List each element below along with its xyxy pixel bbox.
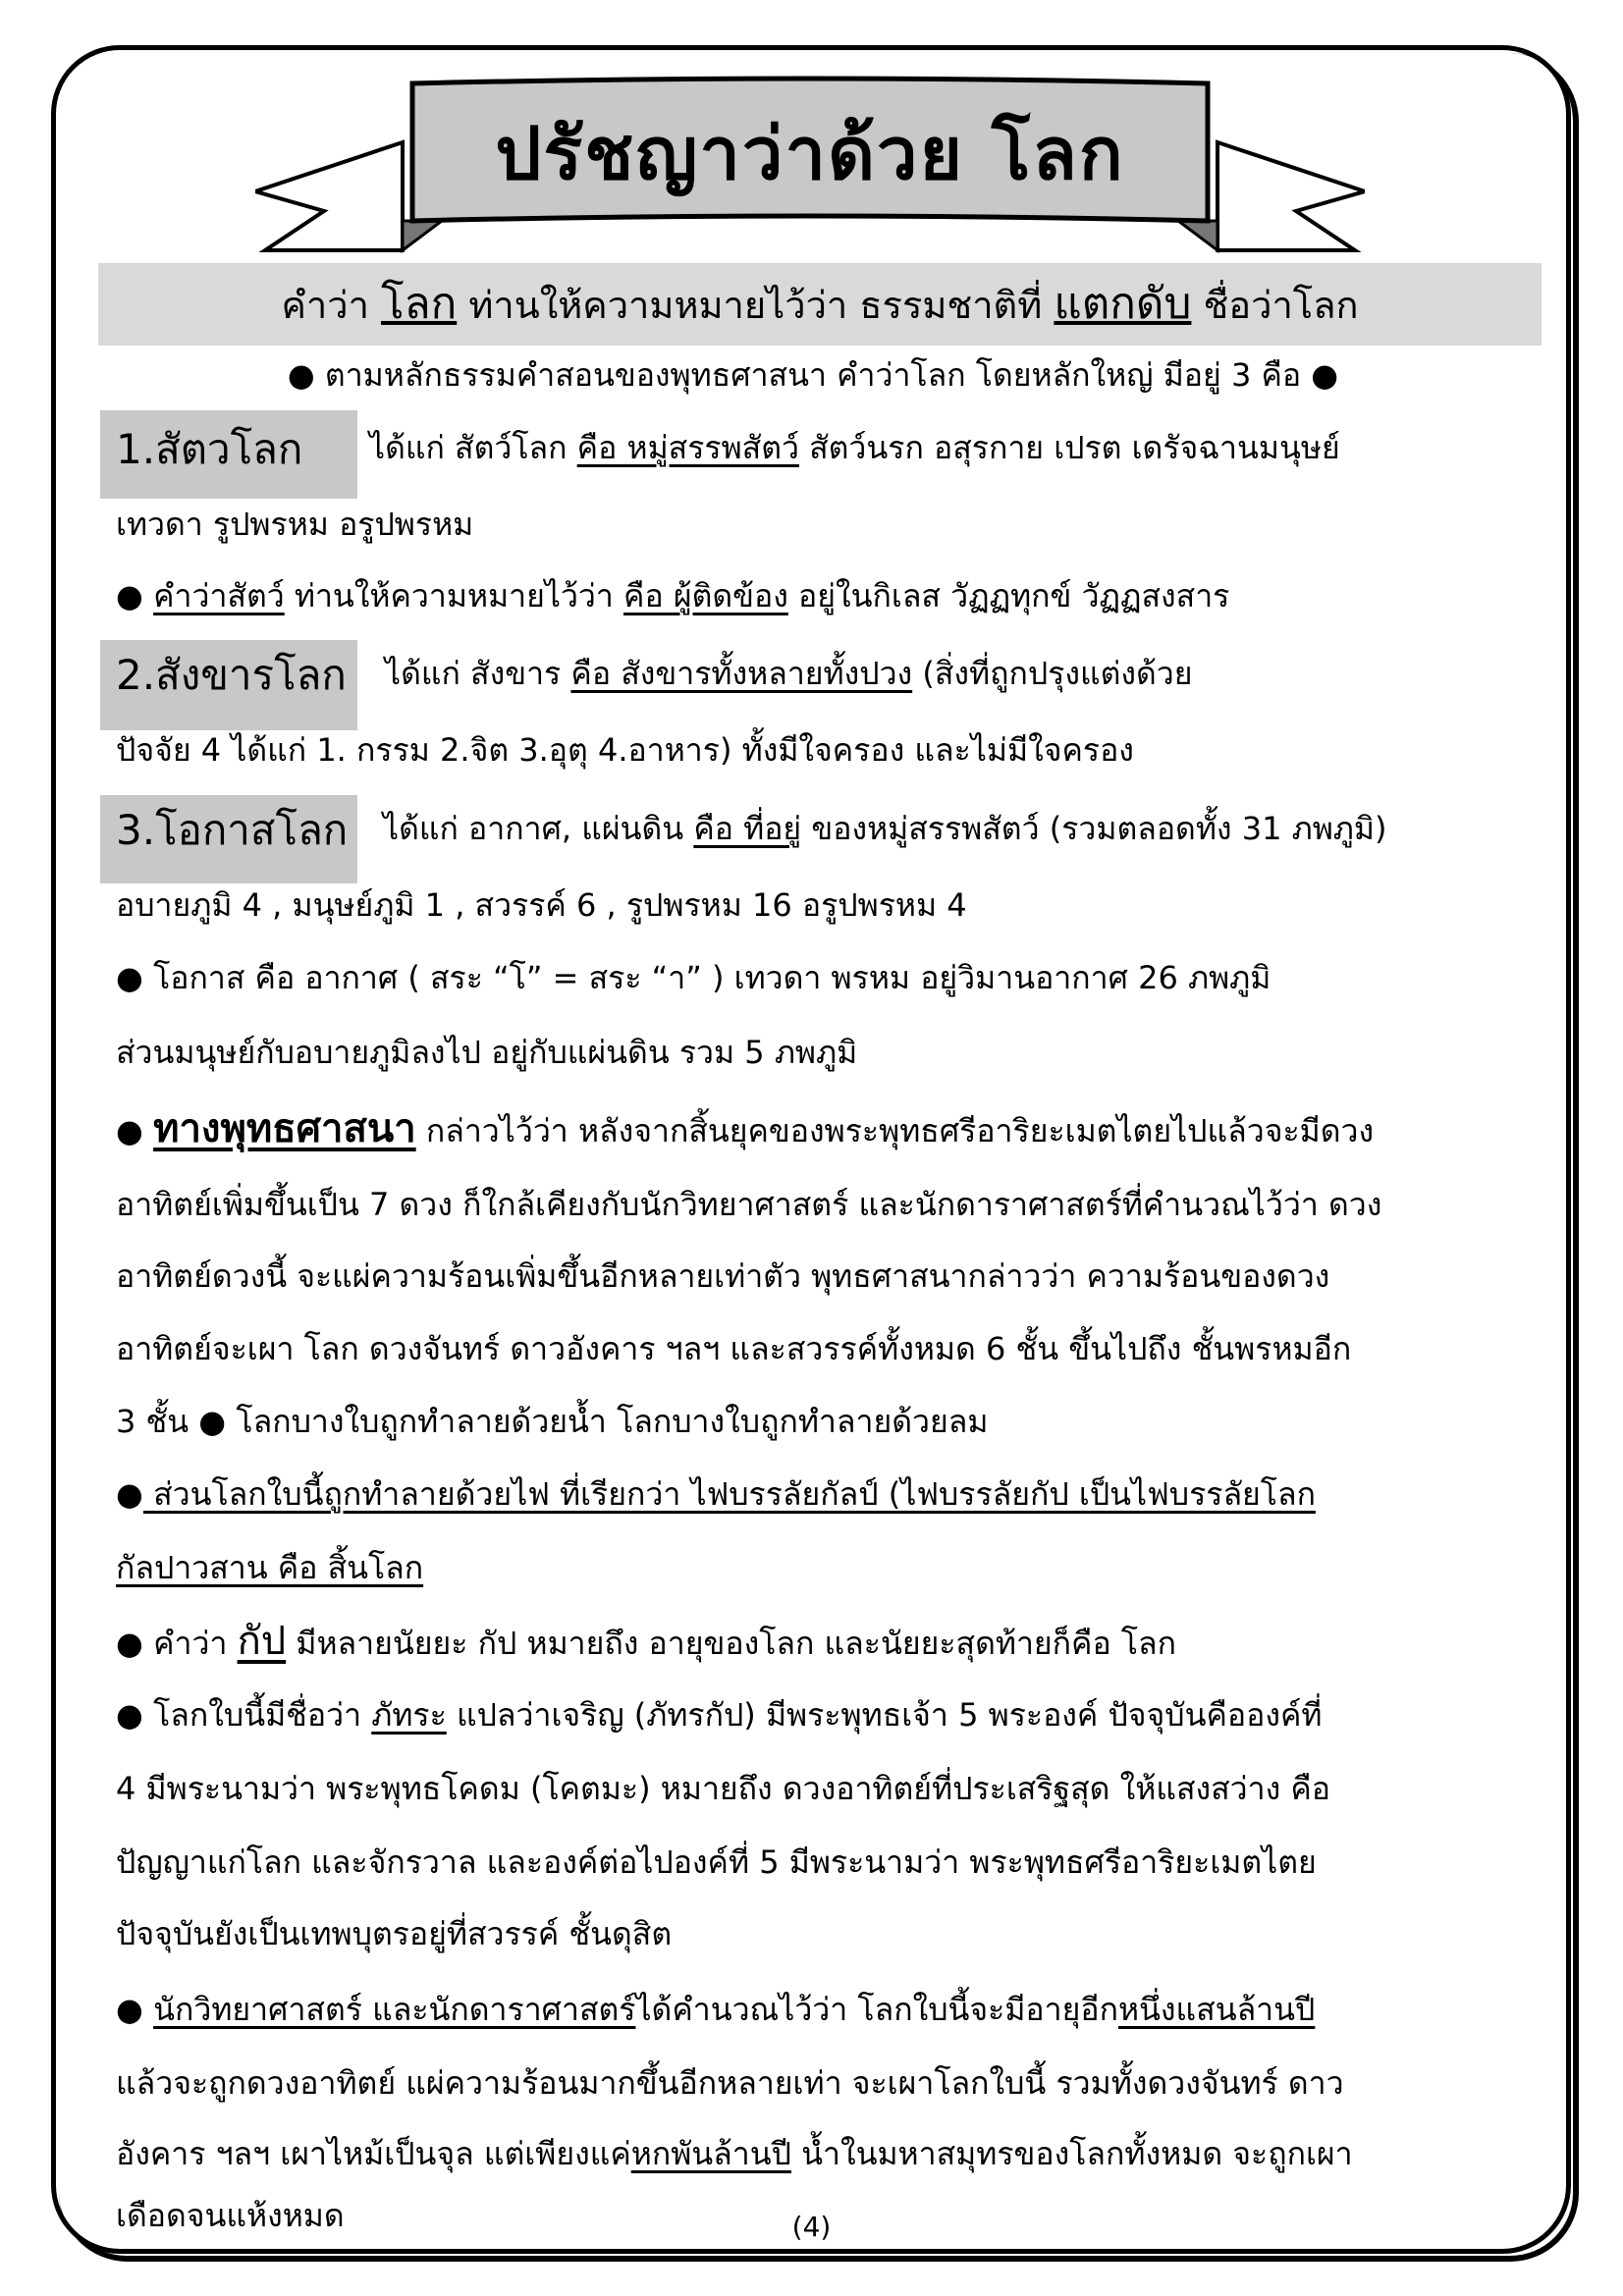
section-1-label: 1.สัตวโลก xyxy=(116,425,303,473)
science-text-a: อังคาร ฯลฯ เผาไหม้เป็นจุล แต่เพียงแค่ xyxy=(116,2135,631,2172)
buddhist-line-3: อาทิตย์ดวงนี้ จะแผ่ความร้อนเพิ่มขึ้นอีกหลายเท่าตัว พุทธศาสนากล่าวว่า ความร้อนของดวง xyxy=(116,1257,1330,1295)
intro-line: ● ตามหลักธรรมคำสอนของพุทธศาสนา คำว่าโลก โดยหลักใหญ่ มีอยู่ 3 คือ ● xyxy=(287,356,1339,394)
section-3-text-b: ของหมู่สรรพสัตว์ (รวมตลอดทั้ง 31 ภพภูมิ) xyxy=(801,810,1387,847)
buddhist-line-4: อาทิตย์จะเผา โลก ดวงจันทร์ ดาวอังคาร ฯลฯ และสวรรค์ทั้งหมด 6 ชั้น ขึ้นไปถึง ชั้นพรหมอีก xyxy=(116,1330,1352,1367)
bhadda-pre: ● โลกใบนี้มีชื่อว่า xyxy=(116,1696,372,1734)
section-3-label: 3.โอกาสโลก xyxy=(116,806,349,854)
bhadda-line-2: 4 มีพระนามว่า พระพุทธโคดม (โคตมะ) หมายถึง ดวงอาทิตย์ที่ประเสริฐสุด ให้แสงสว่าง คือ xyxy=(116,1770,1330,1807)
page-number: (4) xyxy=(791,2211,832,2243)
science-six-billion: หกพันล้านปี xyxy=(630,2135,791,2172)
science-hundred-billion: หนึ่งแสนล้านปี xyxy=(1117,1991,1316,2028)
kap-word: กัป xyxy=(237,1619,287,1664)
bullet: ● xyxy=(116,1475,143,1513)
kap-line xyxy=(116,1620,1176,1665)
section-2-text-b: (สิ่งที่ถูกปรุงแต่งด้วย xyxy=(912,655,1193,692)
satta-post: อยู่ในกิเลส วัฏฏทุกข์ วัฏฏสงสาร xyxy=(787,577,1230,614)
definition-word-taekdap: แตกดับ xyxy=(1054,279,1192,329)
okasa-note-line-1: ● โอกาส คือ อากาศ ( สระ “โ” = สระ “า” ) เทวดา พรหม อยู่วิมานอากาศ 26 ภพภูมิ xyxy=(116,959,1271,996)
fire-line-2 xyxy=(116,1546,423,1589)
fire-text-1: ส่วนโลกใบนี้ถูกทำลายด้วยไฟ ที่เรียกว่า ไฟบรรลัยกัลป์ (ไฟบรรลัยกัป เป็นไฟบรรลัยโลก xyxy=(142,1475,1316,1513)
section-2-line-2: ปัจจัย 4 ได้แก่ 1. กรรม 2.จิต 3.อุตุ 4.อาหาร) ทั้งมีใจครอง และไม่มีใจครอง xyxy=(116,731,1134,769)
science-line-2: แล้วจะถูกดวงอาทิตย์ แผ่ความร้อนมากขึ้นอีกหลายเท่า จะเผาโลกใบนี้ รวมทั้งดวงจันทร์ ดาว xyxy=(116,2064,1344,2102)
kap-pre: ● คำว่า xyxy=(116,1625,238,1662)
bhadda-word: ภัทระ xyxy=(371,1696,447,1734)
buddhist-line-2: อาทิตย์เพิ่มขึ้นเป็น 7 ดวง ก็ใกล้เคียงกับนักวิทยาศาสตร์ และนักดาราศาสตร์ที่คำนวณไว้ว่า ดวง xyxy=(116,1186,1382,1223)
bhadda-line-4: ปัจจุบันยังเป็นเทพบุตรอยู่ที่สวรรค์ ชั้นดุสิต xyxy=(116,1915,673,1952)
definition-pre: คำว่า xyxy=(281,284,381,327)
fire-text-2: กัลปาวสาน คือ สิ้นโลก xyxy=(116,1549,424,1586)
satta-meaning: คือ ผู้ติดข้อง xyxy=(623,577,788,614)
section-2-text-a: ได้แก่ สังขาร xyxy=(385,655,571,692)
section-2-underlined: คือ สังขารทั้งหลายทั้งปวง xyxy=(570,655,913,692)
fire-line-1 xyxy=(116,1472,1316,1516)
science-text-b: น้ำในมหาสมุทรของโลกทั้งหมด จะถูกเผา xyxy=(790,2135,1353,2172)
bullet: ● xyxy=(116,1991,154,2028)
buddhist-line-1 xyxy=(116,1107,1374,1152)
section-3-text-a: ได้แก่ อากาศ, แผ่นดิน xyxy=(383,810,694,847)
section-1-line-2: เทวดา รูปพรหม อรูปพรหม xyxy=(116,506,474,543)
science-line-1 xyxy=(116,1988,1315,2031)
satta-mid: ท่านให้ความหมายไว้ว่า xyxy=(284,577,624,614)
section-1-line-1 xyxy=(369,426,1340,469)
definition-post: ชื่อว่าโลก xyxy=(1191,284,1359,327)
section-2-line-1 xyxy=(385,652,1192,695)
okasa-note-line-2: ส่วนมนุษย์กับอบายภูมิลงไป อยู่กับแผ่นดิน รวม 5 ภพภูมิ xyxy=(116,1034,858,1071)
section-3-underlined: คือ ที่อยู่ xyxy=(693,810,802,847)
definition-word-loka: โลก xyxy=(381,279,458,329)
section-1-text-b: สัตว์นรก อสุรกาย เปรต เดรัจฉานมนุษย์ xyxy=(798,429,1340,466)
science-scientists: นักวิทยาศาสตร์ และนักดาราศาสตร์ xyxy=(153,1991,636,2028)
bhadda-post: แปลว่าเจริญ (ภัทรกัป) มีพระพุทธเจ้า 5 พระองค์ ปัจจุบันคือองค์ที่ xyxy=(446,1696,1323,1734)
bhadda-line-1 xyxy=(116,1693,1322,1736)
section-1-underlined: คือ หมู่สรรพสัตว์ xyxy=(576,429,799,466)
science-mid: ได้คำนวณไว้ว่า โลกใบนี้จะมีอายุอีก xyxy=(635,1991,1118,2028)
page-title: ปรัชญาว่าด้วย โลก xyxy=(495,112,1125,196)
buddhist-heading: ทางพุทธศาสนา xyxy=(153,1106,416,1151)
bullet: ● xyxy=(116,577,154,614)
buddhist-line-5: 3 ชั้น ● โลกบางใบถูกทำลายด้วยน้ำ โลกบางใบถูกทำลายด้วยลม xyxy=(116,1403,989,1440)
satta-note xyxy=(116,574,1229,617)
definition-mid: ท่านให้ความหมายไว้ว่า ธรรมชาติที่ xyxy=(457,284,1055,327)
bhadda-line-3: ปัญญาแก่โลก และจักรวาล และองค์ต่อไปองค์ที่ 5 มีพระนามว่า พระพุทธศรีอาริยะเมตไตย xyxy=(116,1843,1317,1881)
definition-bar xyxy=(98,263,1542,346)
kap-post: มีหลายนัยยะ กัป หมายถึง อายุของโลก และนัยยะสุดท้ายก็คือ โลก xyxy=(286,1625,1176,1662)
section-3-line-1 xyxy=(383,807,1386,850)
buddhist-text-1: กล่าวไว้ว่า หลังจากสิ้นยุคของพระพุทธศรีอาริยะเมตไตยไปแล้วจะมีดวง xyxy=(415,1112,1375,1149)
bullet: ● xyxy=(116,1112,154,1149)
science-line-4: เดือดจนแห้งหมด xyxy=(116,2197,345,2234)
science-line-3 xyxy=(116,2132,1353,2175)
section-1-text-a: ได้แก่ สัตว์โลก xyxy=(369,429,577,466)
section-2-label: 2.สังขารโลก xyxy=(116,651,347,699)
section-3-line-2: อบายภูมิ 4 , มนุษย์ภูมิ 1 , สวรรค์ 6 , รูปพรหม 16 อรูปพรหม 4 xyxy=(116,886,967,924)
satta-word: คำว่าสัตว์ xyxy=(153,577,285,614)
